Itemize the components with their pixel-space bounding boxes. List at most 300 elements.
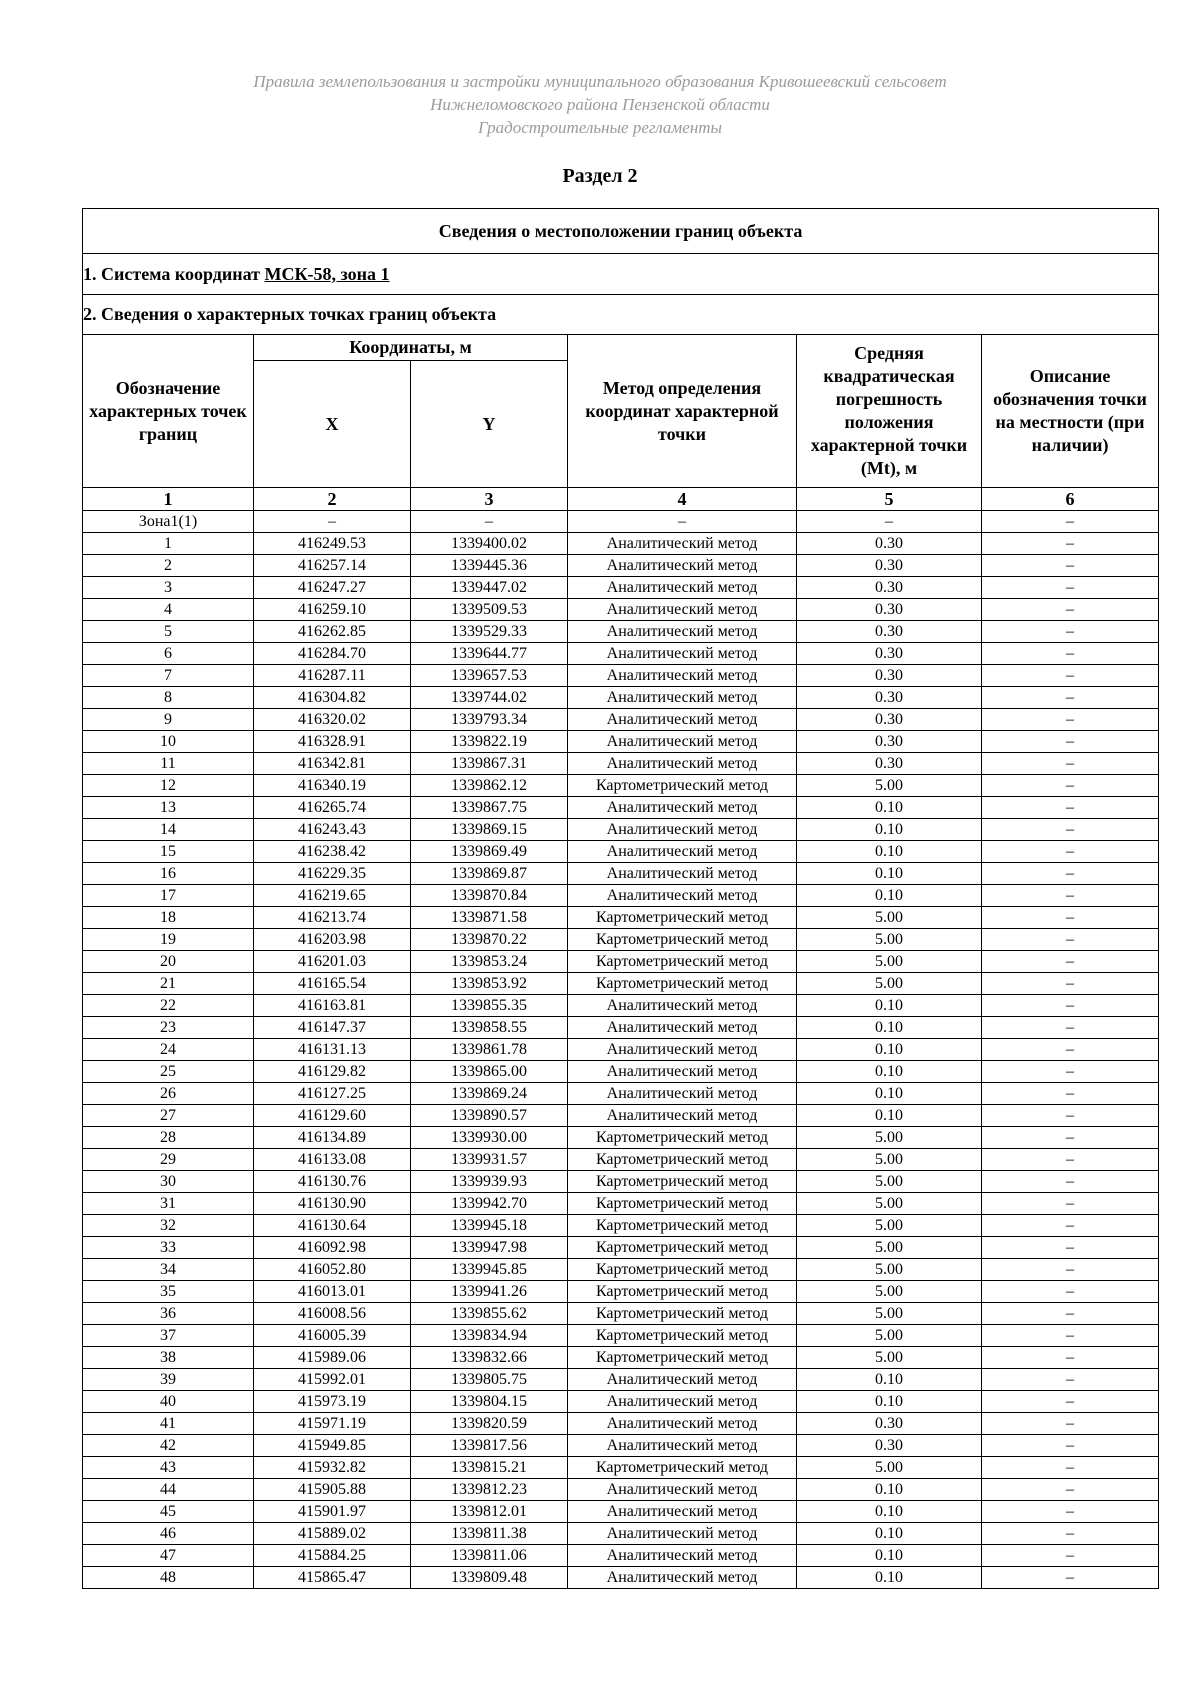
- x-coordinate-cell: 416340.19: [254, 775, 411, 797]
- table-row: [83, 1171, 1159, 1193]
- error-cell: 5.00: [797, 973, 982, 995]
- table-row: [83, 1039, 1159, 1061]
- y-coordinate-cell: 1339529.33: [411, 621, 568, 643]
- error-cell: 0.10: [797, 1105, 982, 1127]
- method-cell: Картометрический метод: [568, 1281, 797, 1303]
- y-coordinate-cell: 1339862.12: [411, 775, 568, 797]
- x-coordinate-cell: 415884.25: [254, 1545, 411, 1567]
- table-row: [83, 1369, 1159, 1391]
- method-cell: Картометрический метод: [568, 1259, 797, 1281]
- table-row: [83, 1413, 1159, 1435]
- table-row: [83, 1457, 1159, 1479]
- method-cell: Аналитический метод: [568, 665, 797, 687]
- running-header: [0, 70, 1200, 139]
- y-coordinate-cell: 1339657.53: [411, 665, 568, 687]
- y-coordinate-cell: 1339447.02: [411, 577, 568, 599]
- table-row: [83, 1567, 1159, 1589]
- y-coordinate-cell: 1339855.35: [411, 995, 568, 1017]
- point-id-cell: 42: [83, 1435, 254, 1457]
- y-coordinate-cell: 1339870.84: [411, 885, 568, 907]
- x-coordinate-cell: 416092.98: [254, 1237, 411, 1259]
- y-coordinate-cell: 1339867.31: [411, 753, 568, 775]
- error-cell: 5.00: [797, 951, 982, 973]
- y-coordinate-cell: 1339865.00: [411, 1061, 568, 1083]
- error-cell: 0.30: [797, 599, 982, 621]
- x-coordinate-cell: 416165.54: [254, 973, 411, 995]
- point-id-cell: 44: [83, 1479, 254, 1501]
- description-cell: –: [982, 665, 1159, 687]
- error-cell: 5.00: [797, 1457, 982, 1479]
- x-coordinate-cell: 416005.39: [254, 1325, 411, 1347]
- table-row: [83, 973, 1159, 995]
- table-row: [83, 819, 1159, 841]
- point-id-cell: 46: [83, 1523, 254, 1545]
- point-id-cell: 4: [83, 599, 254, 621]
- point-id-cell: 18: [83, 907, 254, 929]
- method-cell: Аналитический метод: [568, 621, 797, 643]
- description-cell: –: [982, 1193, 1159, 1215]
- x-coordinate-cell: 416127.25: [254, 1083, 411, 1105]
- y-coordinate-cell: 1339939.93: [411, 1171, 568, 1193]
- x-coordinate-cell: 415889.02: [254, 1523, 411, 1545]
- x-coordinate-cell: 416130.90: [254, 1193, 411, 1215]
- method-cell: Картометрический метод: [568, 1171, 797, 1193]
- coordinate-system-row: [83, 254, 1159, 295]
- method-cell: Аналитический метод: [568, 555, 797, 577]
- error-cell: 0.30: [797, 687, 982, 709]
- table-row: [83, 1523, 1159, 1545]
- y-coordinate-cell: 1339867.75: [411, 797, 568, 819]
- coordinate-system-value: МСК-58, зона 1: [264, 263, 390, 284]
- method-cell: Картометрический метод: [568, 775, 797, 797]
- description-cell: –: [982, 841, 1159, 863]
- col-header-y: Y: [411, 361, 568, 488]
- y-coordinate-cell: 1339871.58: [411, 907, 568, 929]
- point-id-cell: 33: [83, 1237, 254, 1259]
- method-cell: Аналитический метод: [568, 819, 797, 841]
- point-id-cell: 36: [83, 1303, 254, 1325]
- error-cell: 0.10: [797, 1061, 982, 1083]
- method-cell: Аналитический метод: [568, 1413, 797, 1435]
- method-cell: Аналитический метод: [568, 1017, 797, 1039]
- y-coordinate-cell: 1339744.02: [411, 687, 568, 709]
- method-cell: Аналитический метод: [568, 1061, 797, 1083]
- description-cell: –: [982, 1149, 1159, 1171]
- table-row: [83, 1303, 1159, 1325]
- col-header-designation: Обозначение характерных точек границ: [83, 335, 254, 488]
- description-cell: –: [982, 1303, 1159, 1325]
- y-coordinate-cell: 1339509.53: [411, 599, 568, 621]
- description-cell: –: [982, 1545, 1159, 1567]
- description-cell: –: [982, 1501, 1159, 1523]
- x-coordinate-cell: 416219.65: [254, 885, 411, 907]
- table-row: [83, 929, 1159, 951]
- table-row: [83, 687, 1159, 709]
- y-coordinate-cell: 1339804.15: [411, 1391, 568, 1413]
- method-cell: Аналитический метод: [568, 797, 797, 819]
- table-row: [83, 577, 1159, 599]
- method-cell: Аналитический метод: [568, 753, 797, 775]
- error-cell: 0.10: [797, 995, 982, 1017]
- method-cell: Аналитический метод: [568, 1391, 797, 1413]
- method-cell: Картометрический метод: [568, 1325, 797, 1347]
- method-cell: Аналитический метод: [568, 687, 797, 709]
- description-cell: –: [982, 1083, 1159, 1105]
- error-cell: 0.10: [797, 819, 982, 841]
- method-cell: Аналитический метод: [568, 1105, 797, 1127]
- error-cell: 0.30: [797, 665, 982, 687]
- table-row: [83, 885, 1159, 907]
- x-coordinate-cell: 416262.85: [254, 621, 411, 643]
- y-coordinate-cell: 1339793.34: [411, 709, 568, 731]
- y-coordinate-cell: 1339809.48: [411, 1567, 568, 1589]
- description-cell: –: [982, 1105, 1159, 1127]
- method-cell: Аналитический метод: [568, 1545, 797, 1567]
- description-cell: –: [982, 621, 1159, 643]
- method-cell: Картометрический метод: [568, 1457, 797, 1479]
- point-id-cell: 22: [83, 995, 254, 1017]
- description-cell: –: [982, 1281, 1159, 1303]
- table-row: [83, 511, 1159, 533]
- x-coordinate-cell: 415901.97: [254, 1501, 411, 1523]
- table-row: [83, 1149, 1159, 1171]
- table-row: [83, 665, 1159, 687]
- x-coordinate-cell: 416129.82: [254, 1061, 411, 1083]
- header-line-2: Нижнеломовского района Пензенской области: [430, 95, 770, 114]
- method-cell: Аналитический метод: [568, 995, 797, 1017]
- method-cell: Картометрический метод: [568, 951, 797, 973]
- col-number: 5: [797, 488, 982, 511]
- error-cell: 5.00: [797, 1215, 982, 1237]
- point-id-cell: 21: [83, 973, 254, 995]
- table-row: [83, 775, 1159, 797]
- x-coordinate-cell: 416131.13: [254, 1039, 411, 1061]
- y-coordinate-cell: 1339941.26: [411, 1281, 568, 1303]
- description-cell: –: [982, 1017, 1159, 1039]
- table-row: [83, 907, 1159, 929]
- col-header-description: Описание обозначения точки на местности (при наличии): [982, 335, 1159, 488]
- col-header-coordinates: Координаты, м: [254, 335, 568, 361]
- error-cell: 0.10: [797, 1501, 982, 1523]
- error-cell: 0.10: [797, 841, 982, 863]
- error-cell: 0.10: [797, 797, 982, 819]
- method-cell: Аналитический метод: [568, 577, 797, 599]
- table-title: Сведения о местоположении границ объекта: [83, 209, 1159, 254]
- x-coordinate-cell: 416013.01: [254, 1281, 411, 1303]
- error-cell: 0.30: [797, 1413, 982, 1435]
- y-coordinate-cell: 1339930.00: [411, 1127, 568, 1149]
- table-row: [83, 1127, 1159, 1149]
- x-coordinate-cell: 416265.74: [254, 797, 411, 819]
- table-row: [83, 1347, 1159, 1369]
- y-coordinate-cell: 1339820.59: [411, 1413, 568, 1435]
- point-id-cell: 31: [83, 1193, 254, 1215]
- description-cell: –: [982, 533, 1159, 555]
- x-coordinate-cell: 415989.06: [254, 1347, 411, 1369]
- error-cell: 0.10: [797, 1039, 982, 1061]
- y-coordinate-cell: 1339811.06: [411, 1545, 568, 1567]
- error-cell: 5.00: [797, 1171, 982, 1193]
- table-body: [83, 511, 1159, 1589]
- error-cell: 0.10: [797, 1017, 982, 1039]
- description-cell: –: [982, 1413, 1159, 1435]
- point-id-cell: 25: [83, 1061, 254, 1083]
- x-coordinate-cell: 416229.35: [254, 863, 411, 885]
- method-cell: Аналитический метод: [568, 709, 797, 731]
- table-row: [83, 797, 1159, 819]
- y-coordinate-cell: 1339834.94: [411, 1325, 568, 1347]
- coordinate-system-label: 1. Система координат: [83, 263, 265, 284]
- x-coordinate-cell: 416259.10: [254, 599, 411, 621]
- x-coordinate-cell: 416238.42: [254, 841, 411, 863]
- point-id-cell: 38: [83, 1347, 254, 1369]
- y-coordinate-cell: 1339870.22: [411, 929, 568, 951]
- point-id-cell: 19: [83, 929, 254, 951]
- error-cell: 5.00: [797, 1347, 982, 1369]
- x-coordinate-cell: 416284.70: [254, 643, 411, 665]
- method-cell: Аналитический метод: [568, 1039, 797, 1061]
- description-cell: –: [982, 1215, 1159, 1237]
- x-coordinate-cell: 416201.03: [254, 951, 411, 973]
- error-cell: 0.10: [797, 1479, 982, 1501]
- x-coordinate-cell: 416130.76: [254, 1171, 411, 1193]
- y-coordinate-cell: –: [411, 511, 568, 533]
- description-cell: –: [982, 555, 1159, 577]
- description-cell: –: [982, 1479, 1159, 1501]
- error-cell: 0.10: [797, 1369, 982, 1391]
- y-coordinate-cell: 1339869.24: [411, 1083, 568, 1105]
- error-cell: –: [797, 511, 982, 533]
- y-coordinate-cell: 1339812.01: [411, 1501, 568, 1523]
- description-cell: –: [982, 1039, 1159, 1061]
- point-id-cell: 3: [83, 577, 254, 599]
- y-coordinate-cell: 1339832.66: [411, 1347, 568, 1369]
- point-id-cell: 9: [83, 709, 254, 731]
- col-number: 1: [83, 488, 254, 511]
- description-cell: –: [982, 885, 1159, 907]
- method-cell: –: [568, 511, 797, 533]
- point-id-cell: 17: [83, 885, 254, 907]
- point-id-cell: 1: [83, 533, 254, 555]
- description-cell: –: [982, 819, 1159, 841]
- error-cell: 5.00: [797, 1237, 982, 1259]
- y-coordinate-cell: 1339861.78: [411, 1039, 568, 1061]
- error-cell: 5.00: [797, 1193, 982, 1215]
- y-coordinate-cell: 1339869.49: [411, 841, 568, 863]
- x-coordinate-cell: 416243.43: [254, 819, 411, 841]
- point-id-cell: 10: [83, 731, 254, 753]
- x-coordinate-cell: 415865.47: [254, 1567, 411, 1589]
- error-cell: 0.30: [797, 555, 982, 577]
- point-id-cell: 30: [83, 1171, 254, 1193]
- x-coordinate-cell: 415992.01: [254, 1369, 411, 1391]
- table-row: [83, 1479, 1159, 1501]
- y-coordinate-cell: 1339890.57: [411, 1105, 568, 1127]
- x-coordinate-cell: 416320.02: [254, 709, 411, 731]
- error-cell: 0.30: [797, 577, 982, 599]
- x-coordinate-cell: 416147.37: [254, 1017, 411, 1039]
- table-row: [83, 555, 1159, 577]
- table-row: [83, 1105, 1159, 1127]
- x-coordinate-cell: 416287.11: [254, 665, 411, 687]
- method-cell: Картометрический метод: [568, 1193, 797, 1215]
- method-cell: Аналитический метод: [568, 1435, 797, 1457]
- table-row: [83, 533, 1159, 555]
- x-coordinate-cell: 415973.19: [254, 1391, 411, 1413]
- table-row: [83, 951, 1159, 973]
- x-coordinate-cell: 416203.98: [254, 929, 411, 951]
- x-coordinate-cell: 415971.19: [254, 1413, 411, 1435]
- method-cell: Картометрический метод: [568, 1303, 797, 1325]
- y-coordinate-cell: 1339942.70: [411, 1193, 568, 1215]
- description-cell: –: [982, 995, 1159, 1017]
- description-cell: –: [982, 687, 1159, 709]
- y-coordinate-cell: 1339853.92: [411, 973, 568, 995]
- method-cell: Картометрический метод: [568, 907, 797, 929]
- table-row: [83, 1545, 1159, 1567]
- point-id-cell: 45: [83, 1501, 254, 1523]
- table-row: [83, 1281, 1159, 1303]
- point-id-cell: 43: [83, 1457, 254, 1479]
- description-cell: –: [982, 929, 1159, 951]
- x-coordinate-cell: –: [254, 511, 411, 533]
- method-cell: Аналитический метод: [568, 731, 797, 753]
- table-row: [83, 1017, 1159, 1039]
- method-cell: Аналитический метод: [568, 533, 797, 555]
- x-coordinate-cell: 416247.27: [254, 577, 411, 599]
- y-coordinate-cell: 1339445.36: [411, 555, 568, 577]
- x-coordinate-cell: 415905.88: [254, 1479, 411, 1501]
- table-row: [83, 1061, 1159, 1083]
- y-coordinate-cell: 1339858.55: [411, 1017, 568, 1039]
- error-cell: 5.00: [797, 1303, 982, 1325]
- description-cell: –: [982, 1391, 1159, 1413]
- description-cell: –: [982, 951, 1159, 973]
- error-cell: 0.30: [797, 621, 982, 643]
- error-cell: 0.10: [797, 885, 982, 907]
- description-cell: –: [982, 907, 1159, 929]
- point-id-cell: 5: [83, 621, 254, 643]
- method-cell: Картометрический метод: [568, 973, 797, 995]
- x-coordinate-cell: 416257.14: [254, 555, 411, 577]
- description-cell: –: [982, 1237, 1159, 1259]
- error-cell: 5.00: [797, 1281, 982, 1303]
- point-id-cell: 41: [83, 1413, 254, 1435]
- method-cell: Аналитический метод: [568, 1083, 797, 1105]
- points-section-title: 2. Сведения о характерных точках границ объекта: [83, 295, 1159, 335]
- description-cell: –: [982, 863, 1159, 885]
- x-coordinate-cell: 416008.56: [254, 1303, 411, 1325]
- table-row: [83, 1435, 1159, 1457]
- point-id-cell: 27: [83, 1105, 254, 1127]
- point-id-cell: 24: [83, 1039, 254, 1061]
- error-cell: 0.10: [797, 863, 982, 885]
- method-cell: Картометрический метод: [568, 929, 797, 951]
- col-header-x: X: [254, 361, 411, 488]
- table-row: [83, 1391, 1159, 1413]
- y-coordinate-cell: 1339817.56: [411, 1435, 568, 1457]
- x-coordinate-cell: 416249.53: [254, 533, 411, 555]
- table-row: [83, 1325, 1159, 1347]
- x-coordinate-cell: 415949.85: [254, 1435, 411, 1457]
- error-cell: 0.30: [797, 1435, 982, 1457]
- error-cell: 5.00: [797, 929, 982, 951]
- description-cell: –: [982, 797, 1159, 819]
- point-id-cell: 2: [83, 555, 254, 577]
- method-cell: Аналитический метод: [568, 599, 797, 621]
- y-coordinate-cell: 1339815.21: [411, 1457, 568, 1479]
- description-cell: –: [982, 753, 1159, 775]
- x-coordinate-cell: 416304.82: [254, 687, 411, 709]
- table-row: [83, 1259, 1159, 1281]
- table-row: [83, 863, 1159, 885]
- y-coordinate-cell: 1339869.15: [411, 819, 568, 841]
- description-cell: –: [982, 643, 1159, 665]
- description-cell: –: [982, 973, 1159, 995]
- error-cell: 0.10: [797, 1545, 982, 1567]
- table-row: [83, 753, 1159, 775]
- table-row: [83, 621, 1159, 643]
- point-id-cell: 7: [83, 665, 254, 687]
- description-cell: –: [982, 511, 1159, 533]
- description-cell: –: [982, 599, 1159, 621]
- y-coordinate-cell: 1339931.57: [411, 1149, 568, 1171]
- error-cell: 5.00: [797, 1325, 982, 1347]
- point-id-cell: 23: [83, 1017, 254, 1039]
- table-row: [83, 1501, 1159, 1523]
- y-coordinate-cell: 1339853.24: [411, 951, 568, 973]
- col-number: 3: [411, 488, 568, 511]
- description-cell: –: [982, 1567, 1159, 1589]
- y-coordinate-cell: 1339644.77: [411, 643, 568, 665]
- point-id-cell: 15: [83, 841, 254, 863]
- point-id-cell: 40: [83, 1391, 254, 1413]
- error-cell: 0.30: [797, 709, 982, 731]
- point-id-cell: 14: [83, 819, 254, 841]
- error-cell: 0.30: [797, 753, 982, 775]
- point-id-cell: 35: [83, 1281, 254, 1303]
- error-cell: 5.00: [797, 1149, 982, 1171]
- y-coordinate-cell: 1339812.23: [411, 1479, 568, 1501]
- error-cell: 0.10: [797, 1567, 982, 1589]
- point-id-cell: 34: [83, 1259, 254, 1281]
- description-cell: –: [982, 1457, 1159, 1479]
- y-coordinate-cell: 1339822.19: [411, 731, 568, 753]
- method-cell: Картометрический метод: [568, 1127, 797, 1149]
- method-cell: Аналитический метод: [568, 1501, 797, 1523]
- point-id-cell: Зона1(1): [83, 511, 254, 533]
- x-coordinate-cell: 416163.81: [254, 995, 411, 1017]
- method-cell: Картометрический метод: [568, 1347, 797, 1369]
- point-id-cell: 29: [83, 1149, 254, 1171]
- point-id-cell: 6: [83, 643, 254, 665]
- point-id-cell: 16: [83, 863, 254, 885]
- header-line-1: Правила землепользования и застройки муниципального образования Кривошеевский сельсовет: [253, 72, 947, 91]
- section-title: Раздел 2: [562, 165, 638, 187]
- table-row: [83, 643, 1159, 665]
- description-cell: –: [982, 577, 1159, 599]
- x-coordinate-cell: 416052.80: [254, 1259, 411, 1281]
- boundary-points-table: [82, 208, 1159, 1589]
- description-cell: –: [982, 775, 1159, 797]
- description-cell: –: [982, 709, 1159, 731]
- y-coordinate-cell: 1339811.38: [411, 1523, 568, 1545]
- col-number: 2: [254, 488, 411, 511]
- description-cell: –: [982, 1325, 1159, 1347]
- error-cell: 5.00: [797, 1127, 982, 1149]
- error-cell: 0.10: [797, 1391, 982, 1413]
- col-number: 6: [982, 488, 1159, 511]
